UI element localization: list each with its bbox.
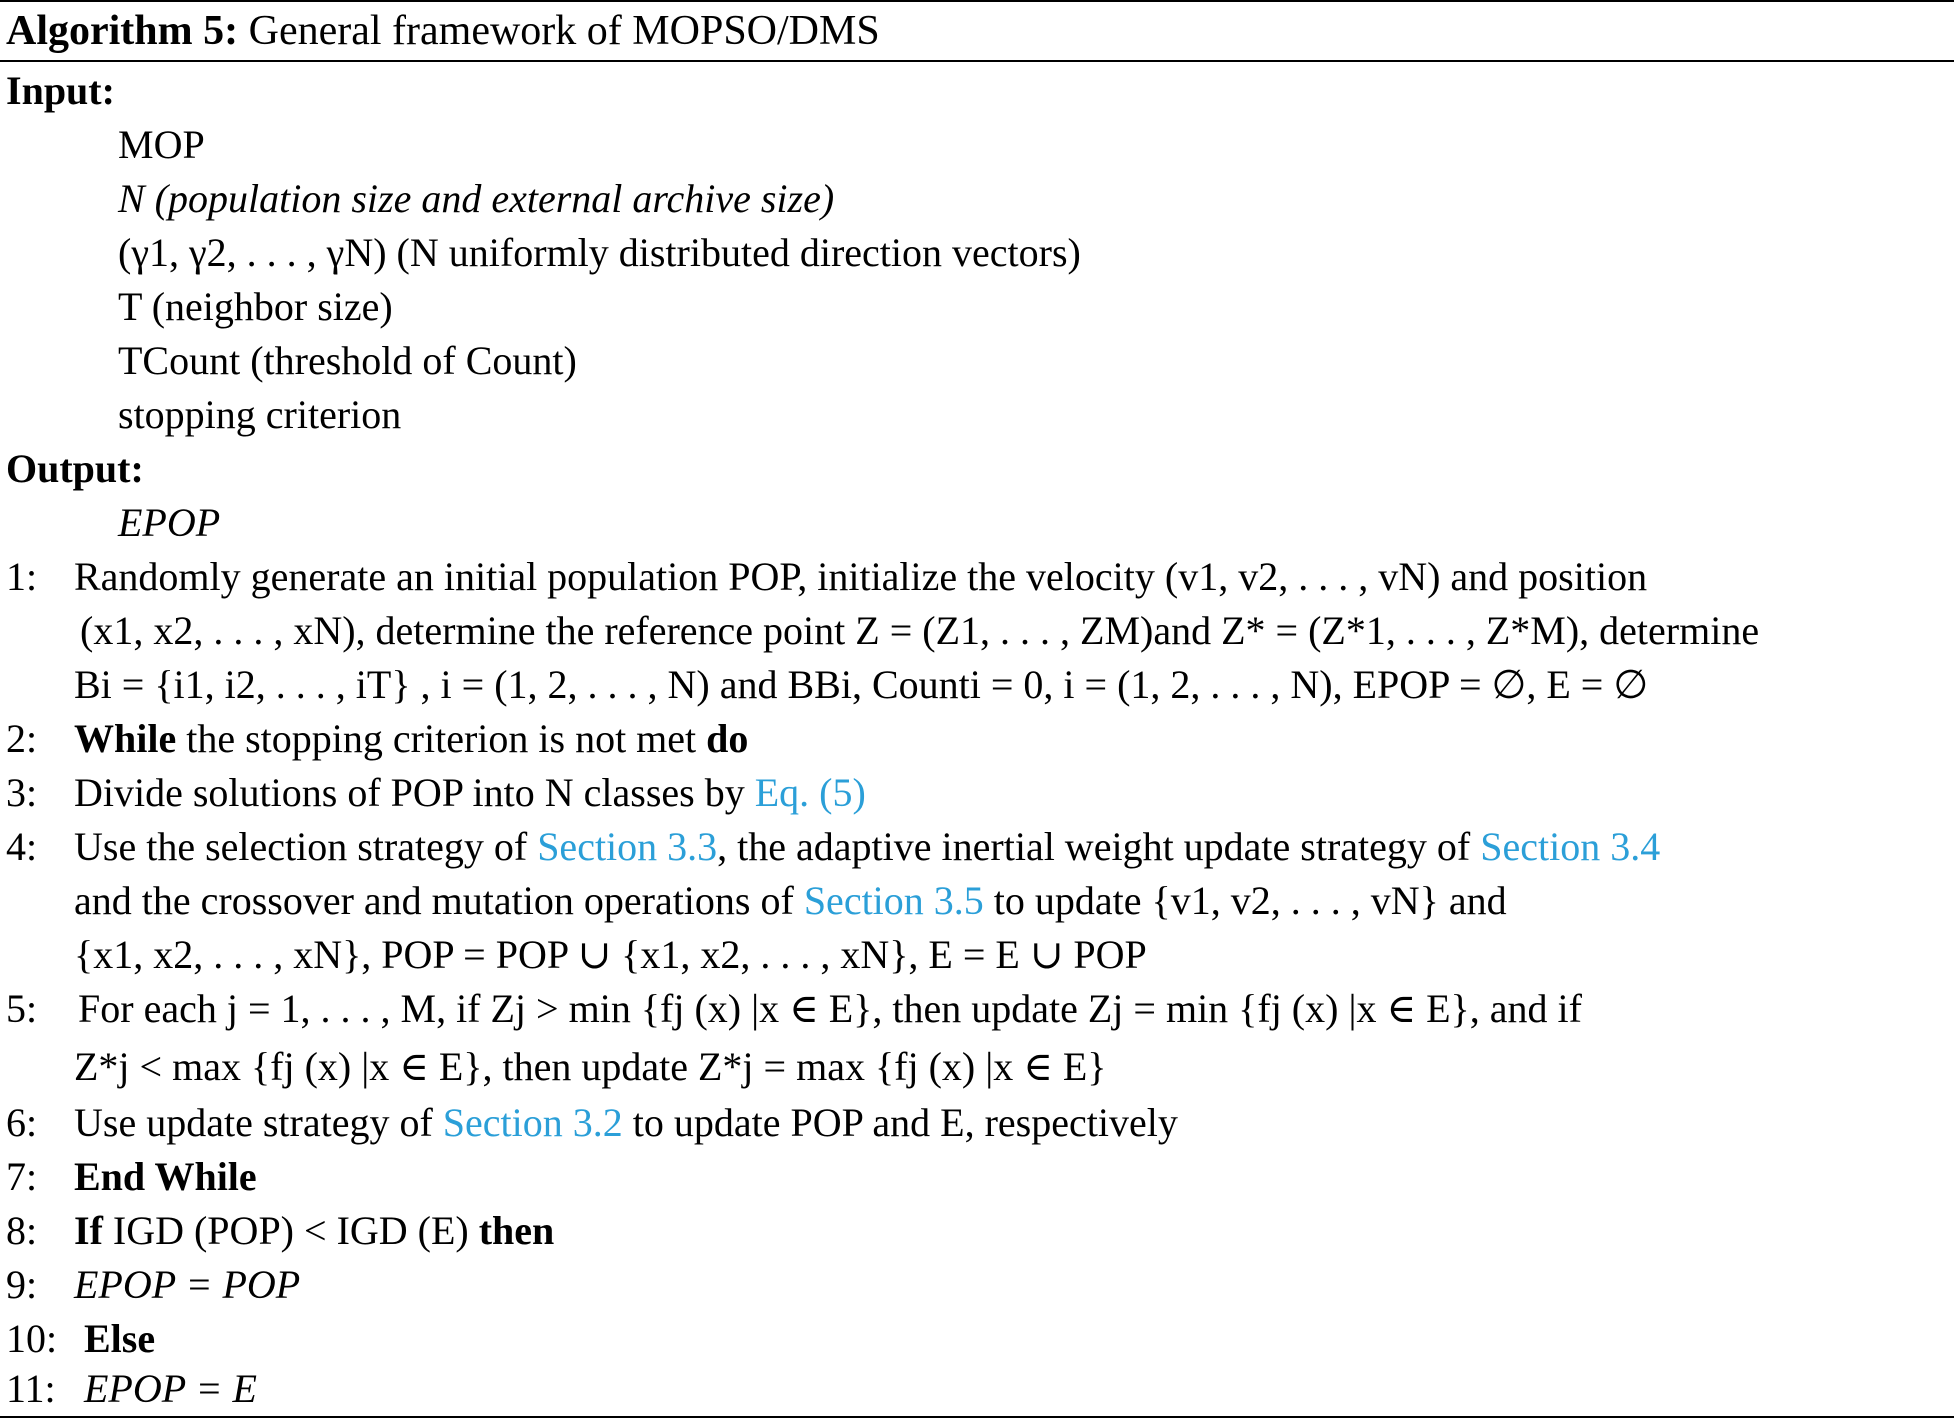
- step-8: [74, 1206, 554, 1256]
- input-item-direction-vectors: (γ1, γ2, . . . , γN) (N uniformly distributed direction vectors): [118, 230, 1081, 275]
- step-1-line-1: Randomly generate an initial population POP, initialize the velocity (v1, v2, . . . , vN) and position: [74, 554, 1648, 599]
- step-4-text: and the crossover and mutation operations of: [74, 878, 804, 923]
- bottom-rule: [0, 1416, 1954, 1418]
- step-number: 2:: [6, 716, 38, 761]
- algorithm-title: [6, 6, 880, 56]
- step-4-text: , the adaptive inertial weight update strategy of: [717, 824, 1481, 869]
- step-1-line-2: (x1, x2, . . . , xN), determine the reference point Z = (Z1, . . . , ZM)and Z* = (Z*1, . . . , Z*M), determine: [80, 608, 1760, 653]
- if-keyword: If: [74, 1208, 103, 1253]
- section-3-3-link[interactable]: Section 3.3: [537, 824, 718, 869]
- algorithm-label: Algorithm 5:: [6, 8, 239, 54]
- step-4-line-2: [74, 876, 1950, 926]
- step-4-text: to update {v1, v2, . . . , vN} and: [983, 878, 1507, 923]
- input-label: Input:: [6, 68, 115, 113]
- output-item-epop: EPOP: [118, 500, 221, 545]
- step-number: 3:: [6, 770, 38, 815]
- then-keyword: then: [478, 1208, 555, 1253]
- step-6-text: Use update strategy of: [74, 1100, 443, 1145]
- step-6: [74, 1098, 1178, 1148]
- else-keyword: Else: [84, 1316, 156, 1361]
- algorithm-name: General framework of MOPSO/DMS: [248, 8, 880, 54]
- step-4-text: Use the selection strategy of: [74, 824, 538, 869]
- step-number: 6:: [6, 1100, 38, 1145]
- step-number: 10:: [6, 1316, 58, 1361]
- title-rule: [0, 60, 1954, 62]
- step-number: 4:: [6, 824, 38, 869]
- step-1-line-3: Bi = {i1, i2, . . . , iT} , i = (1, 2, . . . , N) and BBi, Counti = 0, i = (1, 2, . . . , N), EPOP = ∅, E = ∅: [74, 662, 1649, 707]
- end-while-keyword: End While: [74, 1154, 257, 1199]
- step-11: EPOP = E: [84, 1366, 257, 1411]
- step-number: 5:: [6, 986, 38, 1031]
- step-5-line-1: For each j = 1, . . . , M, if Zj > min {fj (x) |x ∈ E}, then update Zj = min {fj (x) |x ∈ E}, and if: [78, 986, 1582, 1031]
- input-item-tcount: TCount (threshold of Count): [118, 338, 577, 383]
- step-3: [74, 768, 866, 818]
- top-rule: [0, 0, 1954, 2]
- input-item-neighbor: T (neighbor size): [118, 284, 393, 329]
- step-2: [74, 714, 748, 764]
- step-4-line-3: {x1, x2, . . . , xN}, POP = POP ∪ {x1, x2, . . . , xN}, E = E ∪ POP: [74, 932, 1147, 977]
- step-number: 9:: [6, 1262, 38, 1307]
- do-keyword: do: [706, 716, 749, 761]
- output-label: Output:: [6, 446, 144, 491]
- input-item-stopping: stopping criterion: [118, 392, 402, 437]
- while-keyword: While: [74, 716, 177, 761]
- input-item-mop: MOP: [118, 122, 205, 167]
- step-number: 1:: [6, 554, 38, 599]
- step-6-text: to update POP and E, respectively: [622, 1100, 1178, 1145]
- step-2-text: the stopping criterion is not met: [176, 716, 707, 761]
- step-number: 8:: [6, 1208, 38, 1253]
- step-8-text: IGD (POP) < IGD (E): [102, 1208, 479, 1253]
- section-3-2-link[interactable]: Section 3.2: [442, 1100, 623, 1145]
- section-3-4-link[interactable]: Section 3.4: [1480, 824, 1661, 869]
- section-3-5-link[interactable]: Section 3.5: [803, 878, 984, 923]
- step-5-line-2: Z*j < max {fj (x) |x ∈ E}, then update Z*j = max {fj (x) |x ∈ E}: [74, 1044, 1107, 1089]
- step-4-line-1: [74, 822, 1950, 872]
- step-number: 7:: [6, 1154, 38, 1199]
- eq-5-link[interactable]: Eq. (5): [754, 770, 866, 815]
- step-number: 11:: [6, 1366, 56, 1411]
- input-item-population: N (population size and external archive size): [118, 176, 835, 221]
- step-9: EPOP = POP: [74, 1262, 301, 1307]
- step-3-text: Divide solutions of POP into N classes by: [74, 770, 755, 815]
